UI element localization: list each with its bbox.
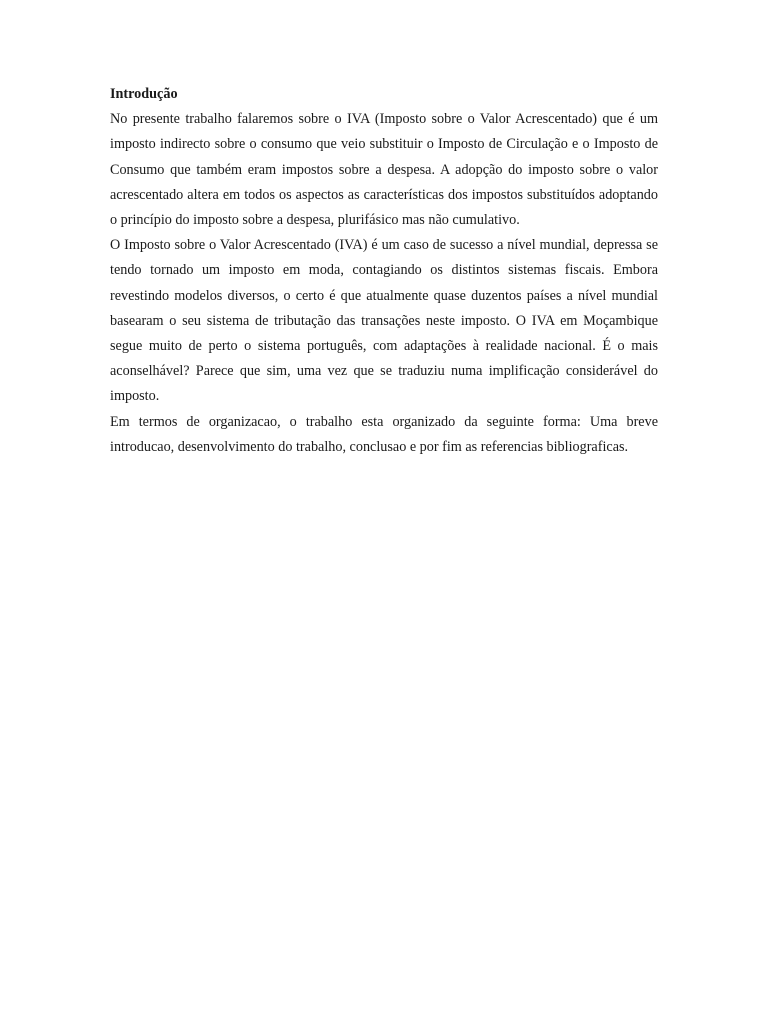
paragraph-organization: Em termos de organizacao, o trabalho esta organizado da seguinte forma: Uma breve introducao, desenvolvimento do trabalho, conclusao e por fim as referencias bibliograficas. — [110, 413, 658, 455]
paragraph-iva-success: O Imposto sobre o Valor Acrescentado (IVA) é um caso de sucesso a nível mundial, depressa se tendo tornado um imposto em moda, contagiando os distintos sistemas fiscais. Embora revestindo modelos diversos, o certo é que atualmente quase duzentos países a nível mundial basearam o seu sistema de tributação das transações neste imposto. O IVA em Moçambique segue muito de perto o sistema português, com adaptações à realidade nacional. É o mais aconselhável? Parece que sim, uma vez que se traduziu numa implificação considerável do imposto. — [110, 237, 658, 405]
document-page — [110, 82, 658, 460]
section-heading: Introdução — [110, 86, 178, 102]
paragraph-intro: No presente trabalho falaremos sobre o IVA (Imposto sobre o Valor Acrescentado) que é um imposto indirecto sobre o consumo que veio substituir o Imposto de Circulação e o Imposto de Consumo que também eram impostos sobre a despesa. A adopção do imposto sobre o valor acrescentado altera em todos os aspectos as características dos impostos substituídos adoptando o princípio do imposto sobre a despesa, plurifásico mas não cumulativo. — [110, 111, 658, 229]
